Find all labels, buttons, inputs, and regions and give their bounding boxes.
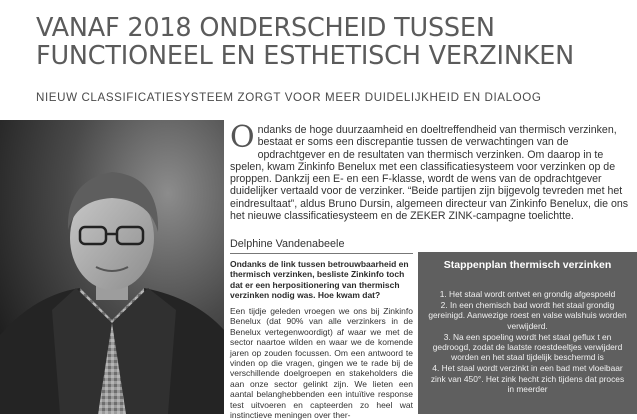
lead-text: ndanks de hoge duurzaamheid en doeltreffendheid van thermisch verzinken, bestaat er soms een discrepantie tussen de verwachtingen van de opdrachtgever en de resultaten van thermisch verzinken. Om daarop in te spelen, kwam Zinkinfo Benelux met een classificatiesysteem voor verzinken op de proppen. Dankzij een E- en een F-klasse, wordt de wens van de opdrachtgever duidelijker vertaald voor de verzinker. “Beide partijen zijn bijgevolg tevreden met het eindresultaat”, aldus Bruno Dursin, algemeen directeur van Zinkinfo Benelux, die ons het nieuwe classificatiesysteem en de ZEKER ZINK-campagne toelichtte. bbox=[230, 124, 629, 223]
byline-divider bbox=[230, 253, 413, 254]
step-item: 2. In een chemisch bad wordt het staal grondig gereinigd. Aanwezige roest en valse walshuis worden verwijderd. bbox=[428, 300, 627, 331]
headline-line-1: VANAF 2018 ONDERSCHEID TUSSEN bbox=[36, 13, 495, 43]
author-byline: Delphine Vandenabeele bbox=[230, 238, 345, 250]
headline-line-2: FUNCTIONEEL EN ESTHETISCH VERZINKEN bbox=[36, 41, 575, 71]
step-item: 3. Na een spoeling wordt het staal geflux t en gedroogd, zodat de laatste roestdeeltjes verwijderd worden en het staal tijdelijk beschermd is bbox=[432, 331, 623, 363]
sidebar-box-title: Stappenplan thermisch verzinken bbox=[443, 259, 612, 271]
lead-paragraph bbox=[230, 120, 630, 223]
sidebar-box bbox=[418, 252, 637, 414]
article-headline bbox=[36, 14, 631, 70]
drop-cap: O bbox=[230, 120, 255, 155]
portrait-illustration bbox=[0, 120, 224, 414]
portrait-photo bbox=[0, 120, 224, 414]
steps-list bbox=[428, 289, 627, 395]
step-item: 4. Het staal wordt verzinkt in een bad met vloeibaar zink van 450°. Het zink hecht zich tijdens dat proces in meerder bbox=[430, 363, 625, 394]
interview-question: Ondanks de link tussen betrouwbaarheid en thermisch verzinken, besliste Zinkinfo toch dat er een herpositionering van thermisch verzinken nodig was. Hoe kwam dat? bbox=[230, 259, 409, 301]
step-item: 1. Het staal wordt ontvet en grondig afgespoeld bbox=[439, 289, 616, 299]
body-text: Een tijdje geleden vroegen we ons bij Zinkinfo Benelux (dat 90% van alle verzinkers in de Benelux vertegenwoordigt) af waar we met de sector naartoe wilden en waar we de komende jaren op zouden focussen. Om een antwoord te vinden op die vragen, gingen we te rade bij de verschillende doelgroepen en stakeholders die aan onze sector gelinkt zijn. We lieten een aantal belanghebbenden een intuïtive response test uitvoeren en capteerden zo heel wat instinctieve meningen over ther- bbox=[230, 306, 413, 420]
article-subtitle: NIEUW CLASSIFICATIESYSTEEM ZORGT VOOR MEER DUIDELIJKHEID EN DIALOOG bbox=[36, 91, 542, 104]
